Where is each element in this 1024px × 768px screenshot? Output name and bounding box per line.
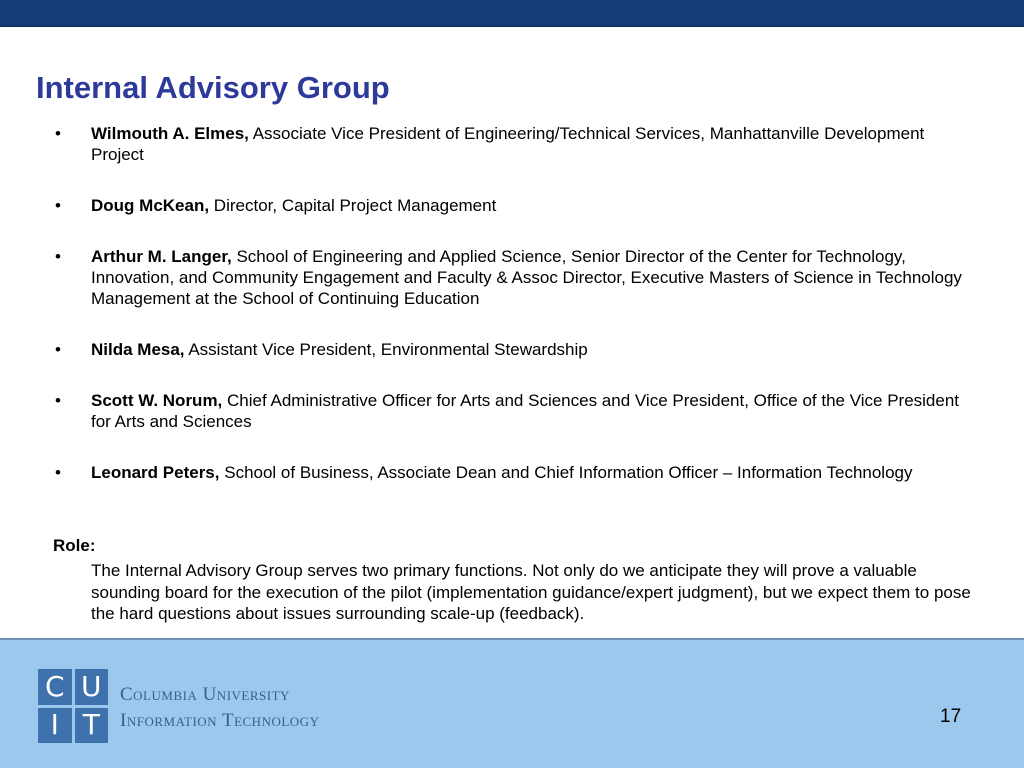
member-name: Wilmouth A. Elmes, — [91, 124, 249, 143]
org-name-line2: Information Technology — [120, 710, 320, 731]
member-name: Nilda Mesa, — [91, 340, 185, 359]
role-description: The Internal Advisory Group serves two primary functions. Not only do we anticipate they will prove a valuable sounding board for the execution of the pilot (implementation guidance/expert judgment), but we expect them to pose the hard questions about issues surrounding scale-up (feedback). — [91, 561, 971, 623]
top-banner — [0, 0, 1024, 27]
bullet-icon: • — [55, 340, 61, 359]
page-number: 17 — [940, 706, 962, 727]
org-name — [120, 682, 319, 734]
bullet-icon: • — [55, 391, 61, 410]
logo-letter: C — [38, 669, 72, 705]
list-item — [0, 123, 1024, 165]
list-item — [0, 195, 1024, 216]
logo-letter: T — [75, 708, 109, 744]
bullet-icon: • — [55, 124, 61, 143]
bullet-icon: • — [55, 463, 61, 482]
member-role: Assistant Vice President, Environmental Stewardship — [188, 340, 588, 359]
bullet-icon: • — [55, 196, 61, 215]
list-item — [0, 339, 1024, 360]
member-name: Arthur M. Langer, — [91, 247, 232, 266]
member-role: Associate Vice President of Engineering/Technical Services, Manhattanville Development Project — [91, 124, 925, 164]
member-role: School of Engineering and Applied Science, Senior Director of the Center for Technology, Innovation, and Community Engagement and Faculty & Assoc Director, Executive Masters of Science in Technology Management at the School of Continuing Education — [91, 247, 962, 308]
member-list — [0, 123, 1024, 513]
member-role: Director, Capital Project Management — [213, 196, 497, 215]
member-role: School of Business, Associate Dean and Chief Information Officer – Information Technology — [224, 463, 913, 482]
org-name-line1: Columbia University — [120, 684, 290, 705]
list-item — [0, 390, 1024, 432]
bullet-icon: • — [55, 247, 61, 266]
slide-title: Internal Advisory Group — [36, 70, 390, 105]
logo-letter: I — [38, 708, 72, 744]
member-name: Leonard Peters, — [91, 463, 220, 482]
logo-letter: U — [75, 669, 109, 705]
list-item — [0, 246, 1024, 309]
list-item — [0, 462, 1024, 483]
cuit-logo-icon — [38, 669, 108, 743]
member-role: Chief Administrative Officer for Arts and Sciences and Vice President, Office of the Vice President for Arts and Sciences — [91, 391, 960, 431]
member-name: Scott W. Norum, — [91, 391, 223, 410]
role-heading: Role: — [53, 536, 96, 555]
member-name: Doug McKean, — [91, 196, 210, 215]
